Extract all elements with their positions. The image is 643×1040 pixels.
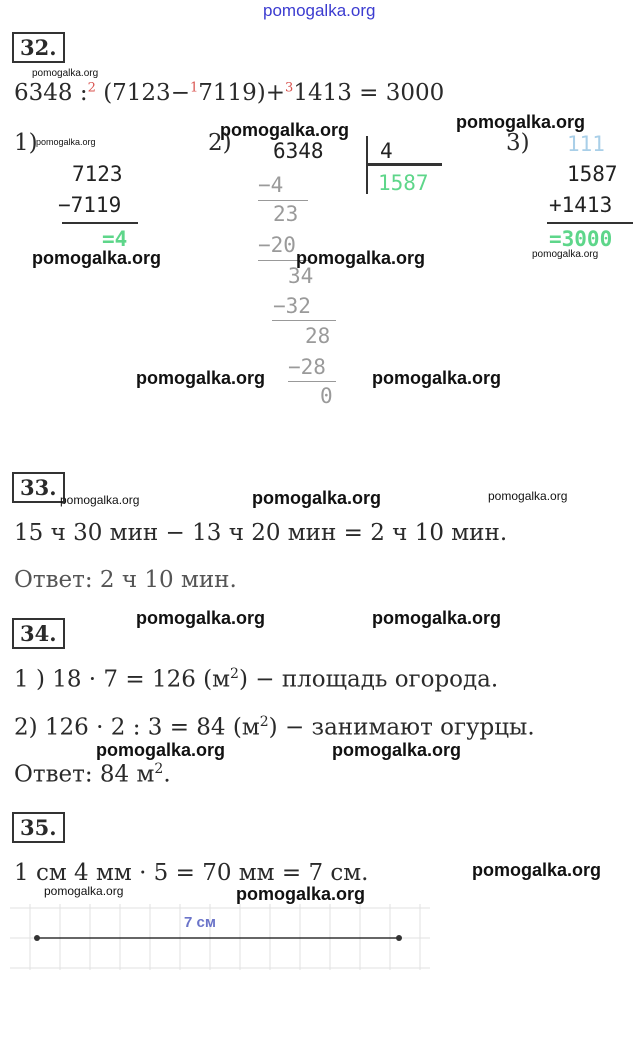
watermark: pomogalka.org bbox=[372, 608, 502, 628]
subtrahend: −4 bbox=[258, 173, 284, 197]
operand: 7123 bbox=[72, 162, 123, 186]
task-number-34: 34. bbox=[12, 618, 65, 649]
watermark: pomogalka.org bbox=[136, 368, 266, 388]
step-label-3: 3) bbox=[506, 130, 530, 156]
segment-label: 7 см bbox=[184, 914, 216, 931]
watermark: pomogalka.org bbox=[220, 120, 350, 140]
watermark: pomogalka.org bbox=[456, 112, 586, 132]
watermark: pomogalka.org bbox=[252, 488, 382, 508]
step-label-1: 1) bbox=[14, 130, 38, 156]
quotient: 1587 bbox=[378, 171, 429, 195]
segment-endpoint bbox=[34, 935, 40, 941]
order-mark: 1 bbox=[189, 80, 199, 96]
watermark: pomogalka.org bbox=[332, 740, 462, 760]
watermark: pomogalka.org bbox=[60, 493, 140, 507]
remainder: 34 bbox=[288, 264, 314, 288]
divisor: 4 bbox=[380, 139, 393, 163]
watermark: pomogalka.org bbox=[32, 68, 99, 79]
step-label-2: 2) bbox=[208, 130, 232, 156]
remainder: 28 bbox=[305, 324, 331, 348]
task-number-33: 33. bbox=[12, 472, 65, 503]
task34-line1: 1 ) 18 · 7 = 126 $(м^2)$ − площадь огорода. bbox=[14, 666, 499, 693]
subtrahend: −20 bbox=[258, 233, 296, 257]
carry-digits: 111 bbox=[567, 132, 605, 156]
watermark: pomogalka.org bbox=[36, 137, 96, 147]
task34-answer: Ответ: 84 $м^2$. bbox=[14, 761, 171, 788]
task33-line: 15 ч 30 мин − 13 ч 20 мин = 2 ч 10 мин. bbox=[14, 520, 508, 546]
segment-grid bbox=[10, 904, 430, 970]
subtrahend: −32 bbox=[273, 294, 311, 318]
dividend: 6348 bbox=[273, 139, 324, 163]
watermark: pomogalka.org bbox=[44, 884, 124, 898]
result: =4 bbox=[102, 227, 128, 251]
remainder: 0 bbox=[320, 384, 333, 408]
result: =3000 bbox=[549, 227, 613, 251]
watermark: pomogalka.org bbox=[488, 489, 568, 503]
order-mark: 3 bbox=[285, 80, 294, 96]
order-mark: 2 bbox=[87, 80, 96, 96]
task-number-32: 32. bbox=[12, 32, 65, 63]
watermark: pomogalka.org bbox=[532, 249, 599, 260]
watermark: pomogalka.org bbox=[136, 608, 266, 628]
task32-expression: 6348 :$^2$ (7123−$^1$7119)+$^3$1413 = 3000 bbox=[14, 80, 445, 106]
segment-endpoint bbox=[396, 935, 402, 941]
watermark: pomogalka.org bbox=[32, 248, 162, 268]
watermark: pomogalka.org bbox=[296, 248, 426, 268]
operand: +1413 bbox=[549, 193, 613, 217]
watermark-top: pomogalka.org bbox=[263, 1, 376, 20]
subtrahend: −28 bbox=[288, 355, 326, 379]
operand: −7119 bbox=[58, 193, 122, 217]
watermark: pomogalka.org bbox=[96, 740, 226, 760]
watermark: pomogalka.org bbox=[236, 884, 366, 904]
task35-line: 1 см 4 мм · 5 = 70 мм = 7 см. bbox=[14, 860, 369, 886]
watermark: pomogalka.org bbox=[472, 860, 602, 880]
task-number-35: 35. bbox=[12, 812, 65, 843]
task33-answer: Ответ: 2 ч 10 мин. bbox=[14, 567, 237, 593]
task34-line2: 2) 126 · 2 : 3 = 84 $(м^2)$ − занимают огурцы. bbox=[14, 714, 535, 741]
operand: 1587 bbox=[567, 162, 618, 186]
remainder: 23 bbox=[273, 202, 299, 226]
watermark: pomogalka.org bbox=[372, 368, 502, 388]
